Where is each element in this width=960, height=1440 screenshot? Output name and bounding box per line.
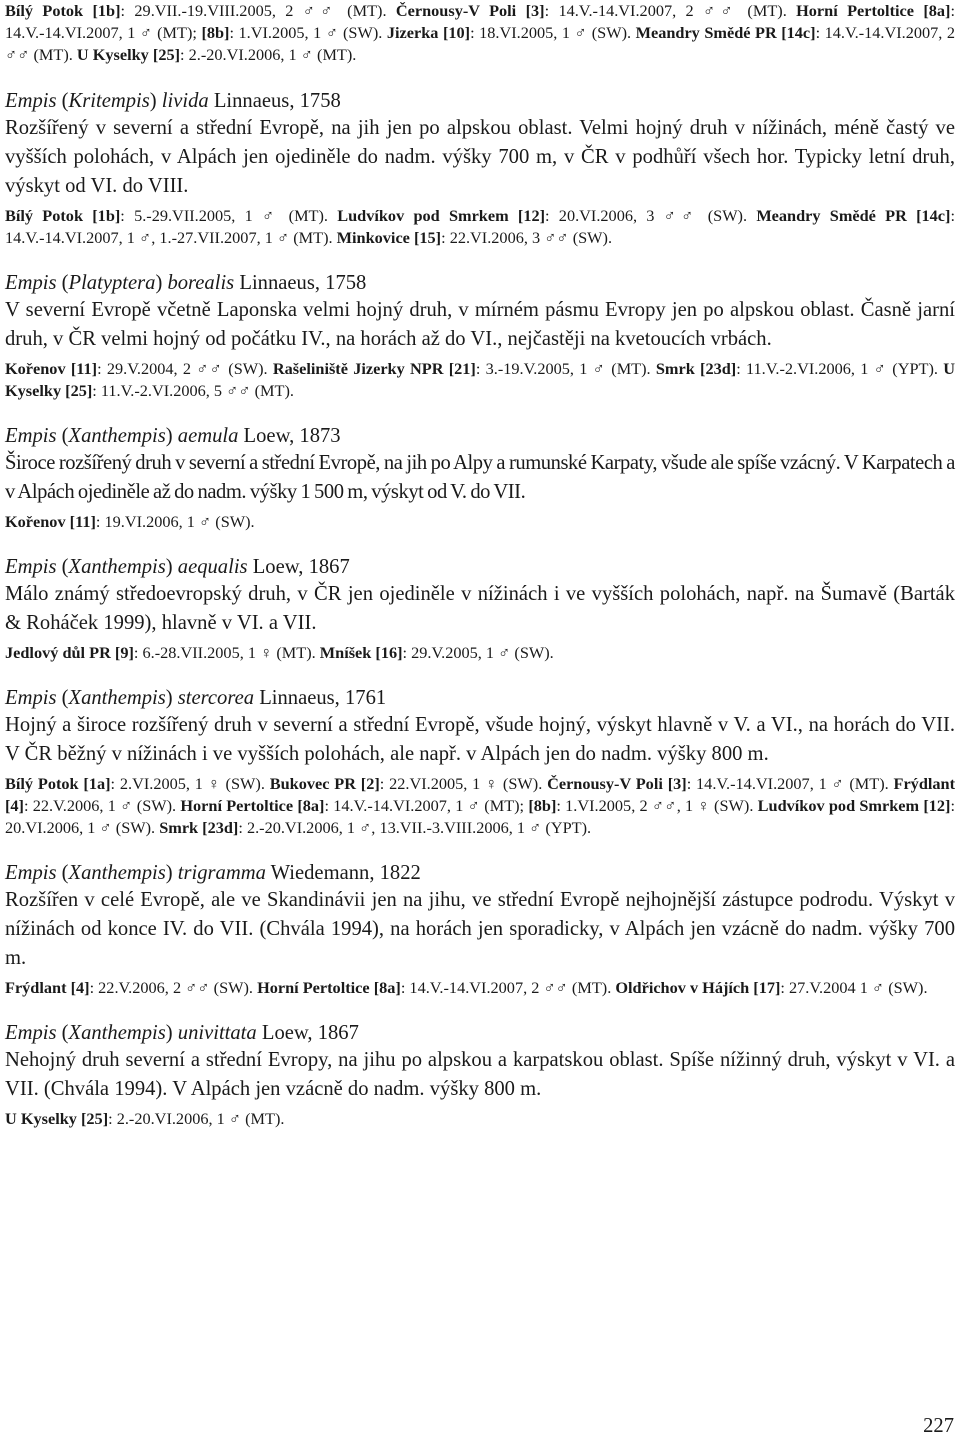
species-epithet: trigramma — [177, 862, 266, 884]
record-details: : 22.VI.2006, 3 ♂♂ (SW). — [441, 228, 613, 247]
record-site: Frýdlant [4] — [5, 774, 956, 815]
species-entry — [5, 554, 955, 664]
subgenus: Kritempis — [68, 90, 150, 112]
record-site: Smrk [23d] — [159, 818, 239, 837]
species-records — [5, 773, 955, 839]
subgenus: Xanthempis — [68, 687, 166, 709]
species-description: Široce rozšířený druh v severní a střední Evropě, na jih po Alpy a rumunské Karpaty, všude ale spíše vzácný. V Karpatech a v Alpách ojediněle až do nadm. výšky 1 500 m, výskyt od V. do VII. — [5, 452, 955, 503]
species-name: Empis (Xanthempis) aemula Loew, 1873 — [5, 425, 341, 447]
record-site: Ludvíkov pod Smrkem [12] — [337, 206, 546, 225]
species-description: Rozšířen v celé Evropě, ale ve Skandinávii jen na jihu, ve střední Evropě nejhojnější zástupce podrodu. Výskyt v nížinách od konce IV. do VII. (Chvála 1994), na horách jen sporadicky, v Alpách jen vzácně do nadm. výšky 700 m. — [5, 889, 955, 969]
record-details: : 2.-20.VI.2006, 1 ♂ (MT). — [108, 1109, 285, 1128]
species-author: Wiedemann, 1822 — [270, 862, 421, 884]
species-description: V severní Evropě včetně Laponska velmi hojný druh, v mírném pásmu Evropy jen po alpskou oblast. Časně jarní druh, v ČR velmi hojný od počátku IV., na horách až do VI., nejčastěji na kvetoucích vrbách. — [5, 299, 955, 350]
record-site: Smrk [23d] — [655, 359, 737, 378]
record-details: : 20.VI.2006, 3 ♂♂ (SW). — [545, 206, 757, 225]
record-details: : 22.VI.2005, 1 ♀ (SW). — [379, 774, 548, 793]
record-details: : 3.-19.V.2005, 1 ♂ (MT). — [475, 359, 656, 378]
species-records — [5, 511, 955, 533]
record-site: Meandry Smědé PR [14c] — [635, 23, 816, 42]
record-site: U Kyselky [25] — [5, 359, 955, 400]
subgenus: Xanthempis — [68, 1022, 166, 1044]
record-site: Meandry Smědé PR [14c] — [756, 206, 951, 225]
species-name: Empis (Kritempis) livida Linnaeus, 1758 — [5, 90, 341, 112]
species-epithet: borealis — [167, 272, 235, 294]
genus: Empis — [5, 90, 57, 112]
species-author: Linnaeus, 1758 — [239, 272, 367, 294]
record-site: Horní Pertoltice [8a] — [180, 796, 325, 815]
record-site: Bílý Potok [1a] — [5, 774, 111, 793]
genus: Empis — [5, 272, 57, 294]
record-details: : 20.VI.2006, 1 ♂ (SW). — [5, 796, 955, 837]
species-name: Empis (Xanthempis) trigramma Wiedemann, 1822 — [5, 862, 421, 884]
species-description: Rozšířený v severní a střední Evropě, na jih jen po alpskou oblast. Velmi hojný druh v nížinách, méně častý ve vyšších polohách, v Alpách jen ojediněle do nadm. výšky 700 m, v ČR v podhůří všech hor. Typicky letní druh, výskyt od VI. do VIII. — [5, 117, 955, 197]
record-site: U Kyselky [25] — [76, 45, 181, 64]
species-records — [5, 205, 955, 249]
subgenus: Xanthempis — [68, 425, 166, 447]
species-entry — [5, 685, 955, 839]
record-details: : 6.-28.VII.2005, 1 ♀ (MT). — [133, 643, 320, 662]
species-author: Linnaeus, 1761 — [259, 687, 387, 709]
record-site: Horní Pertoltice [8a] — [257, 978, 401, 997]
record-site: Kořenov [11] — [5, 512, 96, 531]
species-entry — [5, 1020, 955, 1130]
record-site: [8b] — [201, 23, 230, 42]
record-details: : 27.V.2004 1 ♂ (SW). — [780, 978, 928, 997]
page-number: 227 — [923, 1415, 954, 1437]
record-details: : 14.V.-14.VI.2007, 1 ♂, 1.-27.VII.2007, 1 ♂ (MT). — [5, 206, 955, 247]
record-site: Mníšek [16] — [319, 643, 403, 662]
document-page — [5, 0, 955, 1130]
record-details: : 14.V.-14.VI.2007, 1 ♂ (MT); — [324, 796, 529, 815]
genus: Empis — [5, 556, 57, 578]
species-name: Empis (Xanthempis) stercorea Linnaeus, 1761 — [5, 687, 387, 709]
record-site: Kořenov [11] — [5, 359, 98, 378]
record-details: : 14.V.-14.VI.2007, 2 ♂♂ (MT). — [5, 23, 956, 64]
species-epithet: aemula — [177, 425, 239, 447]
record-details: : 29.V.2005, 1 ♂ (SW). — [402, 643, 554, 662]
species-description: Hojný a široce rozšířený druh v severní a střední Evropě, všude hojný, výskyt hlavně v V. a VI., na horách do VII. V ČR běžný v nížinách i ve vyšších polohách, ale např. v Alpách jen do nadm. výšky 800 m. — [5, 714, 955, 765]
species-description: Málo známý středoevropský druh, v ČR jen ojediněle v nížinách i ve vyšších polohách, např. na Šumavě (Barták & Roháček 1999), hlavně v VI. a VII. — [5, 583, 955, 634]
record-site: Černousy-V Poli [3] — [395, 1, 545, 20]
record-details: : 22.V.2006, 2 ♂♂ (SW). — [89, 978, 258, 997]
species-records — [5, 358, 955, 402]
record-details: : 22.V.2006, 1 ♂ (SW). — [23, 796, 181, 815]
record-details: : 5.-29.VII.2005, 1 ♂ (MT). — [120, 206, 338, 225]
subgenus: Platyptera — [68, 272, 156, 294]
species-epithet: aequalis — [177, 556, 248, 578]
species-name: Empis (Xanthempis) aequalis Loew, 1867 — [5, 556, 350, 578]
intro-records — [5, 0, 955, 66]
record-site: [8b] — [528, 796, 557, 815]
record-site: Černousy-V Poli [3] — [547, 774, 687, 793]
record-details: : 11.V.-2.VI.2006, 5 ♂♂ (MT). — [92, 381, 294, 400]
genus: Empis — [5, 1022, 57, 1044]
record-details: : 2.-20.VI.2006, 1 ♂, 13.VII.-3.VIII.2006, 1 ♂ (YPT). — [238, 818, 592, 837]
record-site: U Kyselky [25] — [5, 1109, 109, 1128]
record-site: Jizerka [10] — [386, 23, 471, 42]
species-entry — [5, 270, 955, 402]
genus: Empis — [5, 862, 57, 884]
record-details: : 14.V.-14.VI.2007, 1 ♂ (MT); — [5, 1, 955, 42]
record-details: : 14.V.-14.VI.2007, 2 ♂♂ (MT). — [544, 1, 797, 20]
record-site: Bílý Potok [1b] — [5, 1, 121, 20]
subgenus: Xanthempis — [68, 862, 166, 884]
record-site: Minkovice [15] — [336, 228, 442, 247]
record-details: : 11.V.-2.VI.2006, 1 ♂ (YPT). — [736, 359, 944, 378]
record-site: Horní Pertoltice [8a] — [796, 1, 951, 20]
record-details: : 1.VI.2005, 1 ♂ (SW). — [229, 23, 387, 42]
species-author: Loew, 1867 — [261, 1022, 359, 1044]
record-site: Oldřichov v Hájích [17] — [615, 978, 781, 997]
species-entry — [5, 423, 955, 533]
species-author: Linnaeus, 1758 — [213, 90, 341, 112]
species-author: Loew, 1867 — [252, 556, 350, 578]
record-details: : 19.VI.2006, 1 ♂ (SW). — [95, 512, 255, 531]
species-description: Nehojný druh severní a střední Evropy, na jihu po alpskou a karpatskou oblast. Spíše nížinný druh, výskyt v VI. a VII. (Chvála 1994). V Alpách jen vzácně do nadm. výšky 800 m. — [5, 1049, 955, 1100]
species-epithet: livida — [161, 90, 209, 112]
record-details: : 29.VII.-19.VIII.2005, 2 ♂♂ (MT). — [120, 1, 396, 20]
species-epithet: stercorea — [177, 687, 255, 709]
record-site: Ludvíkov pod Smrkem [12] — [757, 796, 951, 815]
record-details: : 14.V.-14.VI.2007, 2 ♂♂ (MT). — [400, 978, 616, 997]
record-details: : 2.-20.VI.2006, 1 ♂ (MT). — [180, 45, 357, 64]
record-site: Jedlový důl PR [9] — [5, 643, 134, 662]
species-entry — [5, 88, 955, 249]
record-details: : 29.V.2004, 2 ♂♂ (SW). — [97, 359, 273, 378]
record-details: : 18.VI.2005, 1 ♂ (SW). — [470, 23, 636, 42]
record-site: Frýdlant [4] — [5, 978, 90, 997]
subgenus: Xanthempis — [68, 556, 166, 578]
species-records — [5, 1108, 955, 1130]
species-records — [5, 977, 955, 999]
species-entry — [5, 860, 955, 999]
record-site: Bukovec PR [2] — [269, 774, 380, 793]
species-epithet: univittata — [177, 1022, 257, 1044]
species-list — [5, 88, 955, 1130]
species-author: Loew, 1873 — [243, 425, 341, 447]
species-records — [5, 642, 955, 664]
genus: Empis — [5, 687, 57, 709]
record-details: : 14.V.-14.VI.2007, 1 ♂ (MT). — [686, 774, 894, 793]
species-name: Empis (Xanthempis) univittata Loew, 1867 — [5, 1022, 359, 1044]
record-details: : 2.VI.2005, 1 ♀ (SW). — [110, 774, 270, 793]
record-site: Rašeliniště Jizerky NPR [21] — [272, 359, 476, 378]
record-details: : 1.VI.2005, 2 ♂♂, 1 ♀ (SW). — [556, 796, 758, 815]
genus: Empis — [5, 425, 57, 447]
record-site: Bílý Potok [1b] — [5, 206, 121, 225]
species-name: Empis (Platyptera) borealis Linnaeus, 1758 — [5, 272, 367, 294]
